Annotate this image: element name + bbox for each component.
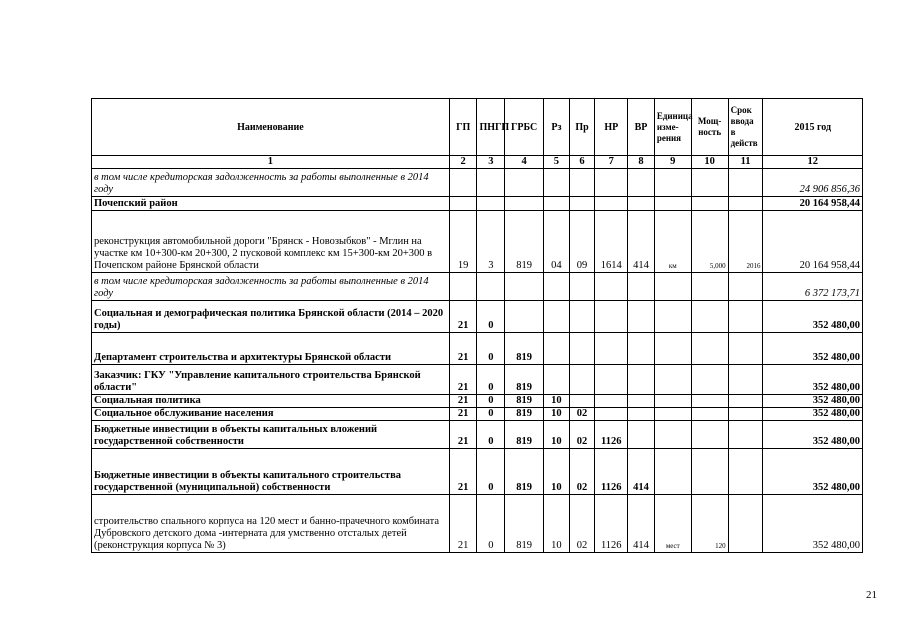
row-vr [628,395,655,408]
row-gp: 21 [449,301,477,333]
row-power: 120 [691,495,728,553]
column-number: 11 [728,156,763,169]
row-vr: 414 [628,495,655,553]
row-rz [544,169,570,197]
column-number: 8 [628,156,655,169]
row-vr: 414 [628,449,655,495]
row-nr [595,395,628,408]
row-pngp [477,169,505,197]
row-pngp [477,197,505,211]
col-header-pngp: ПНГП [477,99,505,156]
row-name: Почепский район [92,197,450,211]
row-nr [595,408,628,421]
row-grbs: 819 [505,395,544,408]
col-header-term: Срок ввода в действ [728,99,763,156]
row-pngp: 0 [477,421,505,449]
row-grbs [505,301,544,333]
table-row [92,169,863,197]
row-amount: 20 164 958,44 [763,211,863,273]
row-name: Департамент строительства и архитектуры Брянской области [92,333,450,365]
row-amount: 6 372 173,71 [763,273,863,301]
row-power [691,365,728,395]
row-gp: 21 [449,408,477,421]
row-nr [595,169,628,197]
row-rz [544,333,570,365]
row-name: Социальная и демографическая политика Брянской области (2014 – 2020 годы) [92,301,450,333]
row-vr: 414 [628,211,655,273]
budget-table [91,98,863,553]
row-gp [449,197,477,211]
row-power: 5,000 [691,211,728,273]
row-grbs: 819 [505,421,544,449]
row-power [691,197,728,211]
row-pr [569,273,595,301]
row-power [691,395,728,408]
row-vr [628,169,655,197]
row-term [728,301,763,333]
row-pr [569,395,595,408]
row-pr [569,197,595,211]
row-amount: 352 480,00 [763,365,863,395]
row-pr: 02 [569,408,595,421]
column-number: 5 [544,156,570,169]
row-grbs: 819 [505,449,544,495]
row-term [728,421,763,449]
row-vr [628,273,655,301]
row-nr: 1614 [595,211,628,273]
row-amount: 352 480,00 [763,495,863,553]
row-vr [628,421,655,449]
row-power [691,273,728,301]
row-gp: 21 [449,365,477,395]
row-nr [595,333,628,365]
row-power [691,169,728,197]
row-power [691,408,728,421]
row-term: 2016 [728,211,763,273]
row-unit [654,197,691,211]
row-rz: 04 [544,211,570,273]
row-amount: 352 480,00 [763,449,863,495]
row-vr [628,333,655,365]
column-number: 7 [595,156,628,169]
row-nr [595,197,628,211]
row-gp: 21 [449,495,477,553]
row-term [728,495,763,553]
row-pngp: 0 [477,333,505,365]
row-grbs: 819 [505,408,544,421]
row-pngp: 0 [477,365,505,395]
col-header-vr: ВР [628,99,655,156]
row-nr: 1126 [595,495,628,553]
row-rz [544,273,570,301]
row-gp: 21 [449,449,477,495]
row-pngp: 0 [477,495,505,553]
col-header-power: Мощ-ность [691,99,728,156]
row-vr [628,301,655,333]
row-name: в том числе кредиторская задолженность за работы выполненные в 2014 году [92,273,450,301]
row-amount: 352 480,00 [763,333,863,365]
row-power [691,301,728,333]
row-nr [595,301,628,333]
row-pngp: 3 [477,211,505,273]
column-number: 10 [691,156,728,169]
col-header-amount: 2015 год [763,99,863,156]
row-rz [544,197,570,211]
row-rz: 10 [544,495,570,553]
column-number: 12 [763,156,863,169]
row-pngp: 0 [477,301,505,333]
row-pr [569,169,595,197]
column-number: 4 [505,156,544,169]
table-row [92,421,863,449]
row-pr [569,365,595,395]
table-row [92,273,863,301]
row-amount: 352 480,00 [763,408,863,421]
column-number: 9 [654,156,691,169]
row-gp: 21 [449,395,477,408]
col-header-unit: Единица изме-рения [654,99,691,156]
col-header-grbs: ГРБС [505,99,544,156]
table-row [92,495,863,553]
row-grbs: 819 [505,333,544,365]
row-nr: 1126 [595,421,628,449]
row-grbs [505,169,544,197]
row-grbs: 819 [505,365,544,395]
row-pr: 09 [569,211,595,273]
row-pr: 02 [569,449,595,495]
row-term [728,333,763,365]
col-header-gp: ГП [449,99,477,156]
col-header-rz: Рз [544,99,570,156]
column-number: 3 [477,156,505,169]
row-unit [654,395,691,408]
col-header-pr: Пр [569,99,595,156]
row-unit: мест [654,495,691,553]
row-unit [654,421,691,449]
table-row [92,395,863,408]
column-number: 6 [569,156,595,169]
table-row [92,333,863,365]
row-pngp: 0 [477,395,505,408]
row-rz: 10 [544,421,570,449]
row-nr [595,365,628,395]
row-gp [449,169,477,197]
row-rz [544,301,570,333]
table-row [92,301,863,333]
row-pngp [477,273,505,301]
row-amount: 24 906 856,36 [763,169,863,197]
col-header-name: Наименование [92,99,450,156]
column-number: 1 [92,156,450,169]
row-amount: 352 480,00 [763,421,863,449]
row-grbs [505,197,544,211]
row-unit [654,273,691,301]
row-vr [628,408,655,421]
row-power [691,333,728,365]
row-unit [654,365,691,395]
row-grbs [505,273,544,301]
row-power [691,421,728,449]
row-rz: 10 [544,408,570,421]
table-row [92,408,863,421]
row-pr: 02 [569,495,595,553]
row-vr [628,365,655,395]
row-unit [654,408,691,421]
row-power [691,449,728,495]
row-unit [654,301,691,333]
row-nr [595,273,628,301]
row-name: строительство спального корпуса на 120 мест и банно-прачечного комбината Дубровского детского дома -интерната для умственно отсталых детей (реконструкция корпуса № 3) [92,495,450,553]
row-gp: 19 [449,211,477,273]
row-nr: 1126 [595,449,628,495]
row-name: Бюджетные инвестиции в объекты капитальных вложений государственной собственности [92,421,450,449]
row-vr [628,197,655,211]
row-name: в том числе кредиторская задолженность за работы выполненные в 2014 году [92,169,450,197]
table-row [92,365,863,395]
row-unit [654,449,691,495]
row-amount: 20 164 958,44 [763,197,863,211]
row-gp: 21 [449,421,477,449]
row-term [728,395,763,408]
header-row [92,99,863,156]
row-unit: км [654,211,691,273]
row-rz [544,365,570,395]
row-rz: 10 [544,449,570,495]
row-term [728,169,763,197]
row-grbs: 819 [505,495,544,553]
row-pngp: 0 [477,408,505,421]
row-unit [654,169,691,197]
table-row [92,449,863,495]
row-pr [569,301,595,333]
col-header-nr: НР [595,99,628,156]
row-gp [449,273,477,301]
row-name: Социальная политика [92,395,450,408]
page-number: 21 [866,589,877,601]
table-row [92,211,863,273]
row-name: Социальное обслуживание населения [92,408,450,421]
row-unit [654,333,691,365]
row-amount: 352 480,00 [763,395,863,408]
column-number-row [92,156,863,169]
row-pr: 02 [569,421,595,449]
row-term [728,197,763,211]
row-amount: 352 480,00 [763,301,863,333]
row-grbs: 819 [505,211,544,273]
row-name: Заказчик: ГКУ "Управление капитального строительства Брянской области" [92,365,450,395]
row-name: Бюджетные инвестиции в объекты капитального строительства государственной (муниципальной) собственности [92,449,450,495]
row-pngp: 0 [477,449,505,495]
row-term [728,449,763,495]
row-name: реконструкция автомобильной дороги "Брянск - Новозыбков" - Мглин на участке км 10+300-км 20+300, 2 пусковой комплекс км 15+300-км 20+300 в Почепском районе Брянской области [92,211,450,273]
row-term [728,408,763,421]
row-rz: 10 [544,395,570,408]
column-number: 2 [449,156,477,169]
table-row [92,197,863,211]
row-pr [569,333,595,365]
row-term [728,273,763,301]
row-term [728,365,763,395]
row-gp: 21 [449,333,477,365]
